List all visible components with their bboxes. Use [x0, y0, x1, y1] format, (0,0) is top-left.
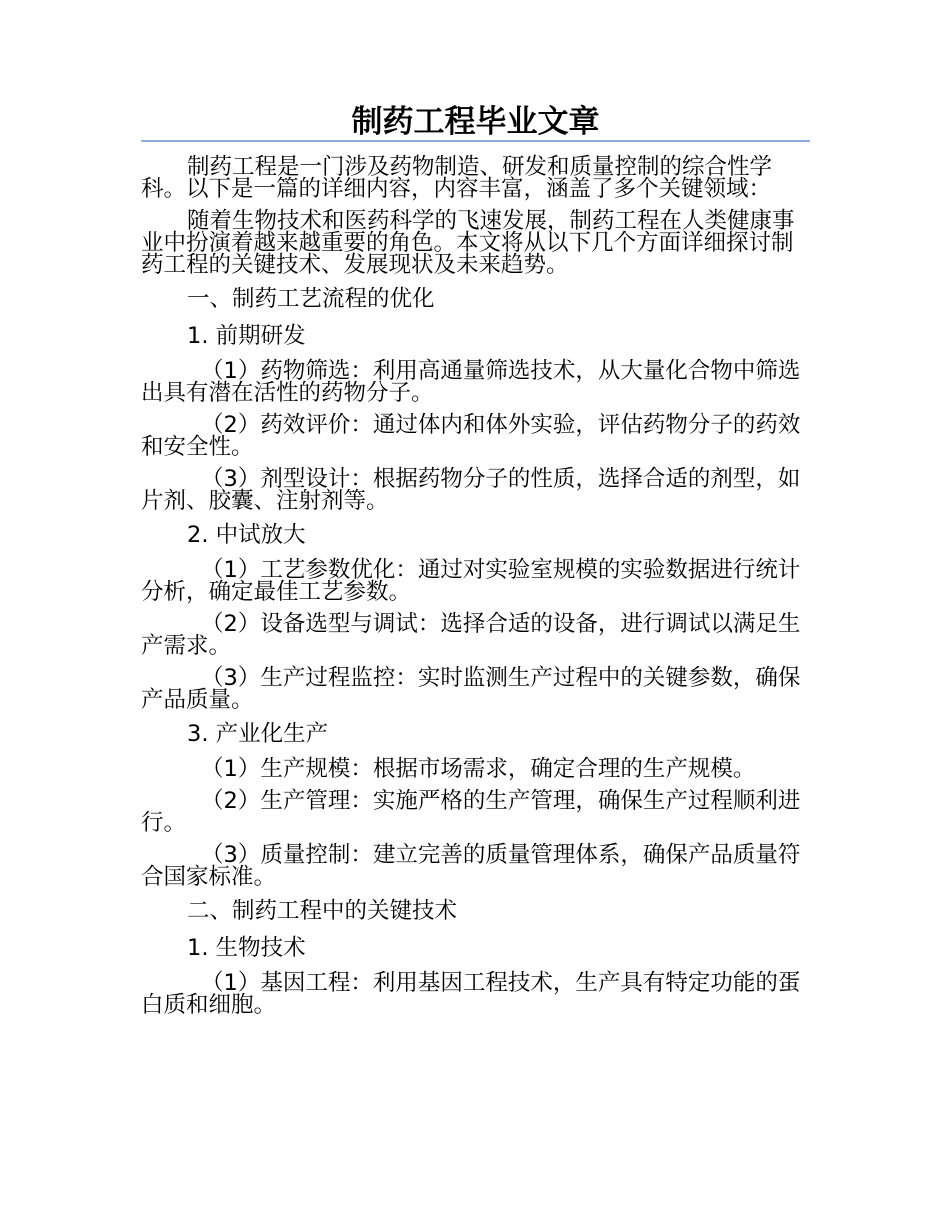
section-heading-process-optimization: 一、制药工艺流程的优化 [187, 286, 435, 312]
list-item-genetic-engineering: （1）基因工程：利用基因工程技术，生产具有特定功能的蛋白质和细胞。 [141, 970, 801, 1018]
document-title: 制药工程毕业文章 [351, 104, 600, 140]
list-item-dosage-form-design: （3）剂型设计：根据药物分子的性质，选择合适的剂型，如片剂、胶囊、注射剂等。 [141, 466, 801, 514]
title-underline [141, 140, 810, 142]
list-item-equipment-selection: （2）设备选型与调试：选择合适的设备，进行调试以满足生产需求。 [141, 611, 801, 659]
list-item-production-management: （2）生产管理：实施严格的生产管理，确保生产过程顺利进行。 [141, 788, 801, 836]
subsection-heading-industrial-production: 3. 产业化生产 [187, 721, 329, 747]
subsection-heading-pilot-scale: 2. 中试放大 [187, 522, 306, 548]
background-paragraph: 随着生物技术和医药科学的飞速发展，制药工程在人类健康事业中扮演着越来越重要的角色。本文将从以下几个方面详细探讨制药工程的关键技术、发展现状及未来趋势。 [141, 208, 795, 278]
list-item-efficacy-evaluation: （2）药效评价：通过体内和体外实验，评估药物分子的药效和安全性。 [141, 412, 801, 460]
document-body [141, 104, 810, 1026]
list-item-parameter-optimization: （1）工艺参数优化：通过对实验室规模的实验数据进行统计分析，确定最佳工艺参数。 [141, 557, 801, 605]
list-item-production-scale: （1）生产规模：根据市场需求，确定合理的生产规模。 [201, 756, 756, 782]
section-heading-key-technologies: 二、制药工程中的关键技术 [187, 898, 458, 924]
list-item-drug-screening: （1）药物筛选：利用高通量筛选技术，从大量化合物中筛选出具有潜在活性的药物分子。 [141, 358, 801, 406]
list-item-quality-control: （3）质量控制：建立完善的质量管理体系，确保产品质量符合国家标准。 [141, 842, 801, 890]
list-item-process-monitoring: （3）生产过程监控：实时监测生产过程中的关键参数，确保产品质量。 [141, 665, 801, 713]
intro-paragraph: 制药工程是一门涉及药物制造、研发和质量控制的综合性学科。以下是一篇的详细内容，内容丰富，涵盖了多个关键领域： [141, 154, 773, 202]
subsection-heading-biotechnology: 1. 生物技术 [187, 935, 306, 961]
subsection-heading-early-research: 1. 前期研发 [187, 323, 306, 349]
